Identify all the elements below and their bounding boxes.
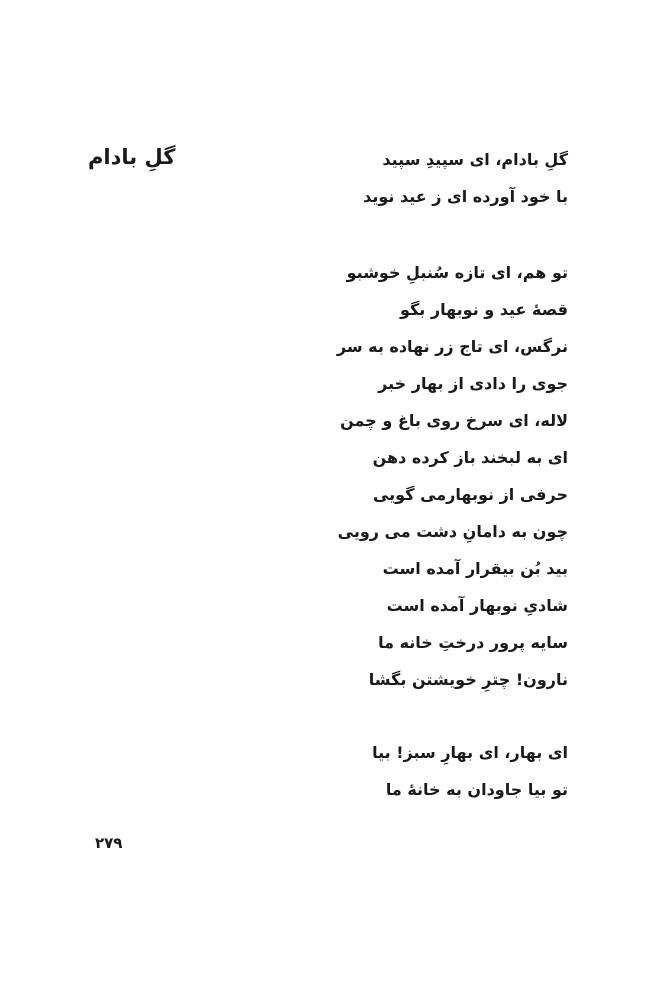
page-number: ۲۷۹ (95, 834, 123, 852)
stanza-3 (372, 734, 568, 808)
verse-line: ای به لبخند باز کرده دهن (372, 448, 568, 467)
verse-line: حرفی از نوبهارمی گویی (372, 485, 568, 504)
verse-line: گلِ بادام، ای سپیدِ سپید (382, 150, 568, 169)
stanza-1 (363, 141, 568, 215)
verse-line: تو بیا جاودان به خانهٔ ما (385, 780, 568, 799)
verse-line: لاله، ای سرخ روی باغ و چمن (340, 411, 568, 430)
verse-line: نارون! چترِ خویشتن بگشا (368, 670, 568, 689)
verse-line: ای بهار، ای بهارِ سبز! بیا (372, 743, 568, 762)
poem-title: گلِ بادام (88, 145, 176, 169)
verse-line: قصهٔ عید و نوبهار بگو (399, 300, 568, 319)
verse-line: جوی را دادی از بهار خبر (378, 374, 568, 393)
verse-line: چون به دامانِ دشت می رویی (337, 522, 568, 541)
verse-line: سایه پرور درختِ خانه ما (378, 633, 568, 652)
verse-line: بید بُن بیقرار آمده است (382, 559, 568, 578)
verse-line: تو هم، ای تازه سُنبلِ خوشبو (346, 263, 568, 282)
verse-line: نرگس، ای تاج زر نهاده به سر (336, 337, 568, 356)
verse-line: شادیِ نوبهار آمده است (386, 596, 568, 615)
stanza-2 (337, 254, 568, 698)
verse-line: با خود آورده ای ز عید نوید (363, 187, 568, 206)
